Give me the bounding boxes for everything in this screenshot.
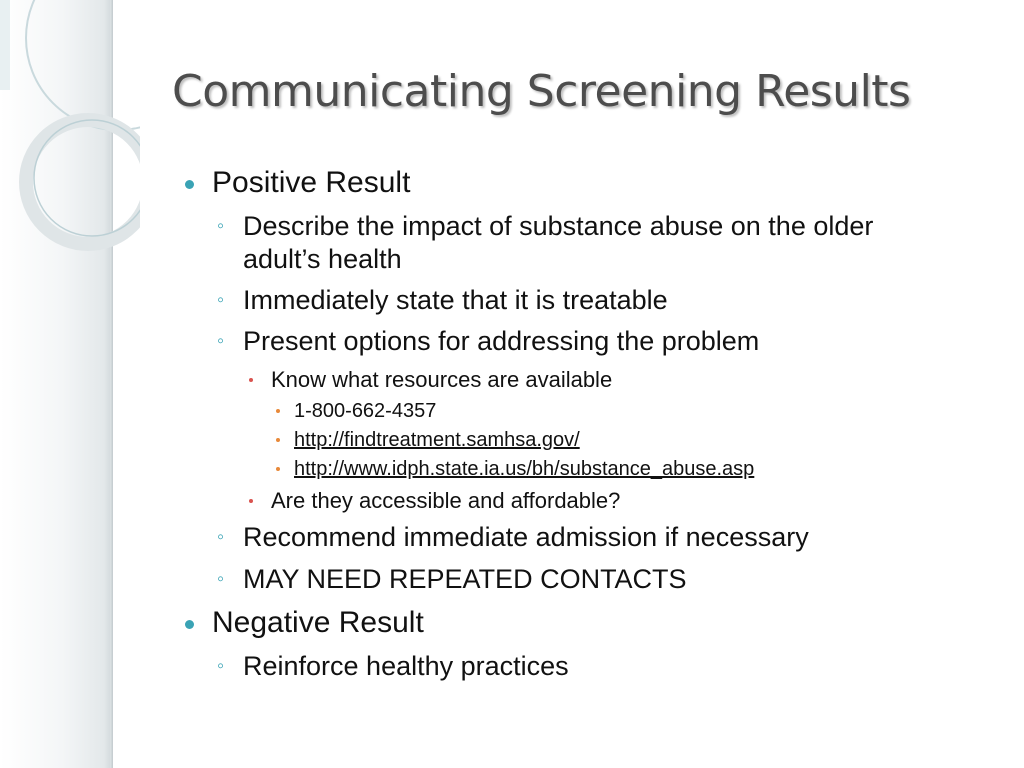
bullet-dot-icon bbox=[276, 467, 280, 471]
item-text: MAY NEED REPEATED CONTACTS bbox=[243, 564, 687, 594]
slide-title: Communicating Screening Results bbox=[172, 66, 911, 117]
item-text: Know what resources are available bbox=[271, 367, 613, 392]
item-text: adult’s health bbox=[243, 244, 402, 274]
item-text: Negative Result bbox=[212, 606, 424, 639]
bullet-dot-icon bbox=[276, 438, 280, 442]
bullet-dot-icon bbox=[249, 378, 253, 382]
bullet-ring-icon: ◦ bbox=[217, 655, 225, 677]
item-text: Describe the impact of substance abuse on the older bbox=[243, 211, 874, 241]
bullet-ring-icon: ◦ bbox=[217, 526, 225, 548]
item-text: Positive Result bbox=[212, 166, 411, 199]
item-text: Immediately state that it is treatable bbox=[243, 285, 668, 315]
item-text: 1-800-662-4357 bbox=[294, 400, 437, 422]
bullet-dot-icon bbox=[185, 180, 194, 189]
item-text: Are they accessible and affordable? bbox=[271, 488, 621, 513]
bullet-dot-icon bbox=[185, 620, 194, 629]
item-text: Recommend immediate admission if necessary bbox=[243, 522, 809, 552]
bullet-ring-icon: ◦ bbox=[217, 568, 225, 590]
item-text: Reinforce healthy practices bbox=[243, 651, 569, 681]
bullet-ring-icon: ◦ bbox=[217, 330, 225, 352]
samhsa-link[interactable]: http://findtreatment.samhsa.gov/ bbox=[294, 429, 580, 451]
bullet-dot-icon bbox=[249, 499, 253, 503]
bullet-ring-icon: ◦ bbox=[217, 289, 225, 311]
idph-link[interactable]: http://www.idph.state.ia.us/bh/substance_abuse.asp bbox=[294, 458, 755, 480]
bullet-ring-icon: ◦ bbox=[217, 215, 225, 237]
bullet-dot-icon bbox=[276, 409, 280, 413]
item-text: Present options for addressing the problem bbox=[243, 326, 760, 356]
